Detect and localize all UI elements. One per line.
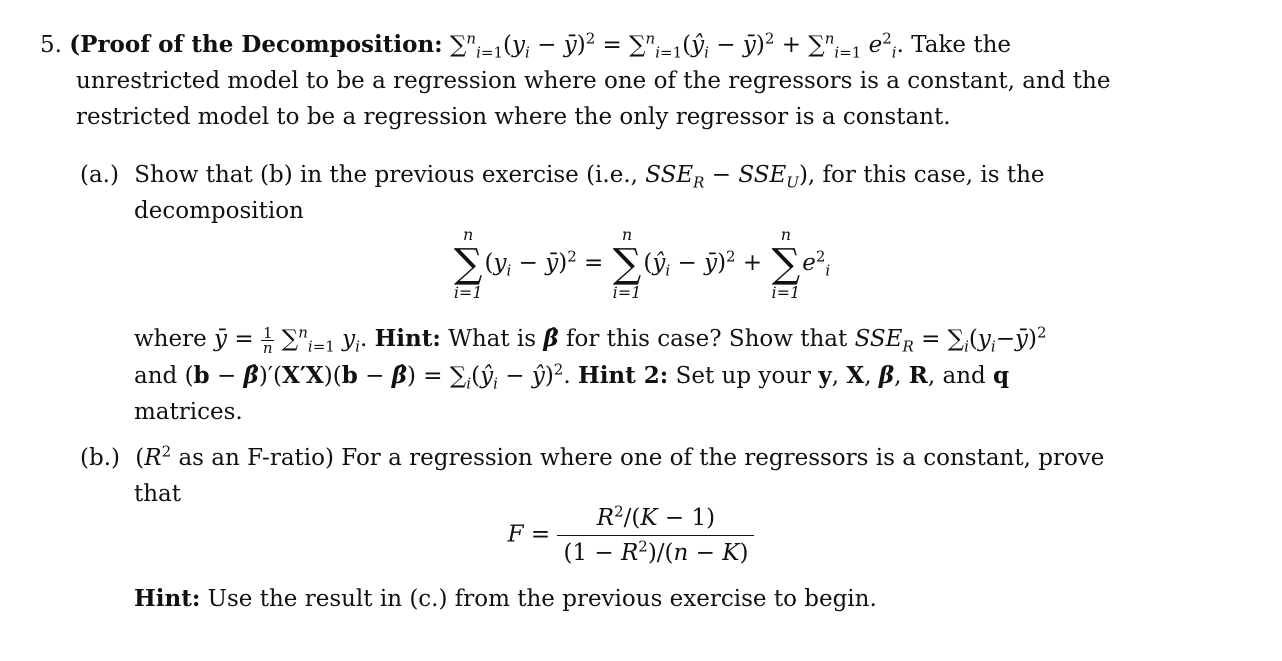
part-b-hint: Hint: Use the result in (c.) from the previous exercise to begin. <box>134 585 877 612</box>
part-a-line-2: decomposition <box>134 198 304 224</box>
problem-line-2: unrestricted model to be a regression where one of the regressors is a constant, and the <box>76 68 1111 94</box>
part-b-line-2: that <box>134 481 182 507</box>
sum-symbol: n ∑ i=1 <box>612 225 642 302</box>
decomposition-inline-equation: $\sum^n_{i=1}(y_i$ − ȳ)$^2$ = $\sum^n_{i=1}(ŷ_i$ − ȳ)$^2$ + ∑$^n_{i=1}$ $e^2_i$ <box>449 29 897 62</box>
one-over-n: $\frac{1}{n}$ <box>262 323 273 357</box>
part-b-line-1: (b.) ($R^2$ as an F-ratio) For a regression where one of the regressors is a constant, prove <box>80 442 1105 471</box>
hint-label: Hint: <box>134 585 201 612</box>
part-a-label: (a.) <box>80 162 119 188</box>
sse-difference: $SSE_R$ <box>645 162 705 192</box>
part-a-line-1: (a.) Show that (b) in the previous exercise (i.e., $SSE_R - SSE_U$), for this case, is the <box>80 162 1045 192</box>
hint-label: Hint: <box>374 325 441 352</box>
sum-symbol: n ∑ i=1 <box>453 225 483 302</box>
problem-line-1 <box>40 30 1011 60</box>
part-b-label: (b.) <box>80 445 120 471</box>
hint-2-label: Hint 2: <box>577 362 669 389</box>
part-a-line-4: and (b − β̂)′(X′X)(b − β̂) = $\sum_i(ŷ_i$ − ŷ)$^2$. Hint 2: Set up your y, X, β, R, and q <box>134 360 1010 393</box>
f-ratio-fraction: $\frac{R^2/(K - 1)}{(1 - R^2)/(n - K)}$ <box>557 504 754 567</box>
problem-title: (Proof of the Decomposition: <box>69 31 443 58</box>
problem-number: 5. <box>40 32 62 58</box>
problem-line-3: restricted model to be a regression where the only regressor is a constant. <box>76 104 951 130</box>
problem-statement-tail: . Take the <box>896 32 1012 58</box>
part-a-line-3: where ȳ = $\frac{1}{n}$ ∑$^n_{i=1}$ $y_i$. Hint: What is β̂ for this case? Show that $SSE_R$ = $\sum_i(y_i-ȳ)^2$ <box>134 323 1047 357</box>
display-decomposition-equation: n ∑ i=1 ($y_i$ − ȳ)$^2$ = n ∑ i=1 ($ŷ_i$ − ȳ)$^2$ + n ∑ i=1 $e^2_i$ <box>453 225 831 302</box>
sum-symbol: n ∑ i=1 <box>771 225 801 302</box>
f-ratio-equation: F = $\frac{R^2/(K - 1)}{(1 - R^2)/(n - K)}$ <box>0 504 1272 567</box>
part-a-line-5: matrices. <box>134 399 243 425</box>
